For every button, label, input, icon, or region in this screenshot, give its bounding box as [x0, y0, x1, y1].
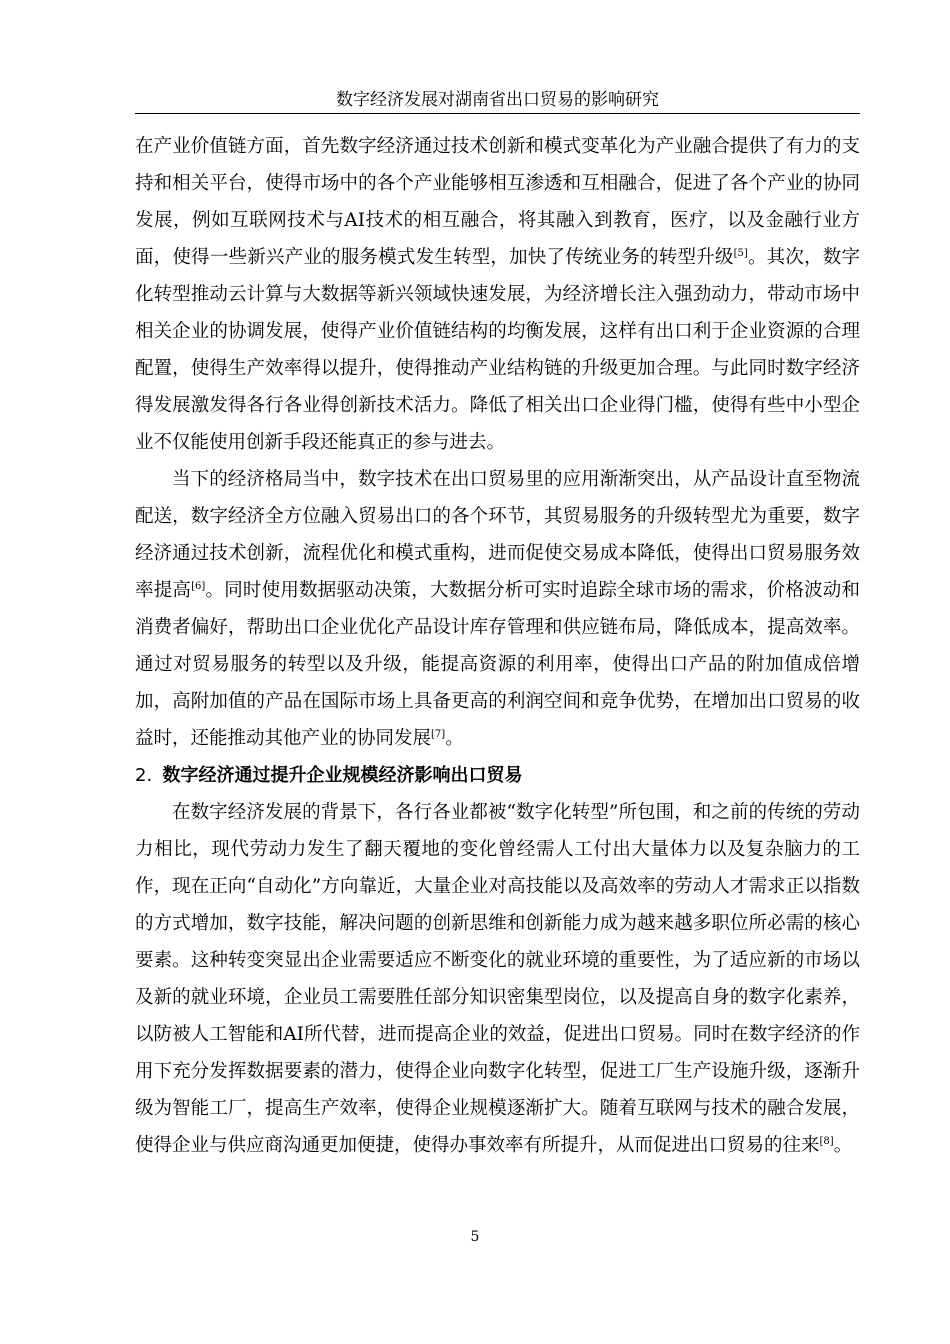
paragraph-text: 在产业价值链方面，首先数字经济通过技术创新和模式变革化为产业融合提供了有力的支持和相关平台，使得市场中的各个产业能够相互渗透和互相融合，促进了各个产业的协同发展，例如互联网技术与AI技术的相互融合，将其融入到教育，医疗，以及金融行业方面，使得一些新兴产业的服务模式发生转型，加快了传统业务的转型升级	[135, 136, 860, 268]
running-header-title: 数字经济发展对湖南省出口贸易的影响研究	[336, 90, 659, 110]
paragraph-text: 。	[833, 1135, 853, 1156]
section-title: 数字经济通过提升企业规模经济影响出口贸易	[162, 765, 523, 786]
paragraph-text: 在数字经济发展的背景下，各行各业都被“数字化转型”所包围，和之前的传统的劳动力相比，现代劳动力发生了翻天覆地的变化曾经需人工付出大量体力以及复杂脑力的工作，现在正向“自动化”方向靠近，大量企业对高技能以及高效率的劳动人才需求正以指数的方式增加，数字技能，解决问题的创新思维和创新能力成为越来越多职位所必需的核心要素。这种转变突显出企业需要适应不断变化的就业环境的重要性，为了适应新的市场以及新的就业环境，企业员工需要胜任部分知识密集型岗位，以及提高自身的数字化素养，以防被人工智能和AI所代替，进而提高企业的效益，促进出口贸易。同时在数字经济的作用下充分发挥数据要素的潜力，使得企业向数字化转型，促进工厂生产设施升级，逐渐升级为智能工厂，提高生产效率，使得企业规模逐渐扩大。随着互联网与技术的融合发展，使得企业与供应商沟通更加便捷，使得办事效率有所提升，从而促进出口贸易的往来	[135, 802, 860, 1156]
section-number: 2.	[135, 765, 153, 786]
citation-5: [5]	[733, 247, 748, 259]
paragraph-text: 当下的经济格局当中，数字技术在出口贸易里的应用渐渐突出，从产品设计直至物流配送，数字经济全方位融入贸易出口的各个环节，其贸易服务的升级转型尤为重要，数字经济通过技术创新，流程优化和模式重构，进而促使交易成本降低，使得出口贸易服务效率提高	[135, 469, 860, 601]
paragraph-labor-transformation	[135, 794, 860, 1164]
citation-6: [6]	[191, 580, 206, 592]
page-number: 5	[470, 1229, 480, 1245]
paragraph-trade-services	[135, 461, 860, 757]
paragraph-text: 。同时使用数据驱动决策，大数据分析可实时追踪全球市场的需求，价格波动和消费者偏好，帮助出口企业优化产品设计库存管理和供应链布局，降低成本，提高效率。通过对贸易服务的转型以及升级，能提高资源的利用率，使得出口产品的附加值成倍增加，高附加值的产品在国际市场上具备更高的利润空间和竞争优势，在增加出口贸易的收益时，还能推动其他产业的协同发展	[135, 580, 860, 749]
running-header	[135, 89, 860, 114]
citation-8: [8]	[819, 1135, 834, 1147]
citation-7: [7]	[431, 728, 446, 740]
paragraph-industry-value-chain	[135, 128, 860, 461]
paragraph-text: 。	[445, 728, 464, 749]
paragraph-text: 。其次，数字化转型推动云计算与大数据等新兴领域快速发展，为经济增长注入强劲动力，带动市场中相关企业的协调发展，使得产业价值链结构的均衡发展，这样有出口利于企业资源的合理配置，使得生产效率得以提升，使得推动产业结构链的升级更加合理。与此同时数字经济得发展激发得各行各业得创新技术活力。降低了相关出口企业得门槛，使得有些中小型企业不仅能使用创新手段还能真正的参与进去。	[135, 247, 860, 453]
body-text	[135, 128, 860, 1164]
section-heading	[135, 757, 860, 794]
